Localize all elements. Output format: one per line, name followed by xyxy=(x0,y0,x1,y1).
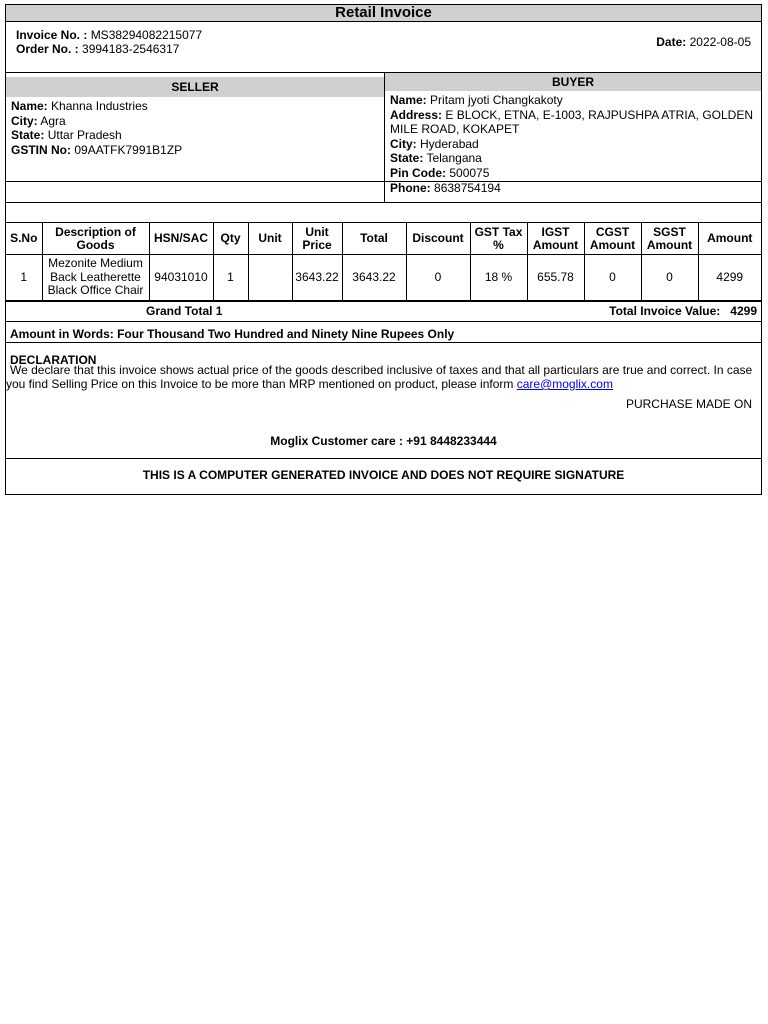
cell-discount: 0 xyxy=(406,255,470,301)
cell-sgst: 0 xyxy=(641,255,698,301)
seller-gstin: 09AATFK7991B1ZP xyxy=(74,142,183,157)
invoice-header xyxy=(6,22,761,73)
amount-in-words: Amount in Words: Four Thousand Two Hundred and Ninety Nine Rupees Only xyxy=(6,322,761,343)
seller-state-line xyxy=(11,128,379,143)
seller-name-line xyxy=(11,99,379,114)
invoice-number-line xyxy=(16,28,202,42)
buyer-pin-label: Pin Code: xyxy=(390,165,446,180)
buyer-heading: BUYER xyxy=(385,73,761,91)
purchase-made-on: PURCHASE MADE ON xyxy=(625,397,752,411)
buyer-state: Telangana xyxy=(426,151,482,166)
seller-state: Uttar Pradesh xyxy=(47,128,122,143)
footer-note: THIS IS A COMPUTER GENERATED INVOICE AND DOES NOT REQUIRE SIGNATURE xyxy=(142,468,625,482)
seller-city-label: City: xyxy=(11,113,38,128)
invoice-ids xyxy=(16,28,202,56)
col-sgst: SGST Amount xyxy=(641,223,698,255)
customer-care: Moglix Customer care : +91 8448233444 xyxy=(270,434,497,448)
buyer-address: E BLOCK, ETNA, E-1003, RAJPUSHPA ATRIA, GOLDEN MILE ROAD, KOKAPET xyxy=(390,107,754,137)
cell-qty: 1 xyxy=(213,255,248,301)
col-gst: GST Tax % xyxy=(470,223,527,255)
col-hsn: HSN/SAC xyxy=(149,223,213,255)
cell-unit-price: 3643.22 xyxy=(292,255,342,301)
seller-heading: SELLER xyxy=(6,77,384,97)
date-label: Date: xyxy=(656,35,687,49)
col-amount: Amount xyxy=(698,223,761,255)
date-value: 2022-08-05 xyxy=(689,35,751,49)
seller-name-label: Name: xyxy=(11,99,48,113)
col-cgst: CGST Amount xyxy=(584,223,641,255)
declaration-heading: DECLARATION xyxy=(10,353,97,367)
invoice-number: MS38294082215077 xyxy=(90,28,203,42)
col-qty: Qty xyxy=(213,223,248,255)
invoice-value xyxy=(609,302,757,321)
invoice-value-amount: 4299 xyxy=(730,304,757,318)
buyer-pin: 500075 xyxy=(449,165,490,180)
invoice-title: Retail Invoice xyxy=(6,5,761,22)
seller-panel xyxy=(6,73,385,202)
declaration-section xyxy=(6,343,761,459)
seller-state-label: State: xyxy=(11,128,45,143)
seller-gstin-label: GSTIN No: xyxy=(11,142,71,157)
seller-name: Khanna Industries xyxy=(51,99,148,113)
spacer-row xyxy=(6,203,761,223)
invoice-number-label: Invoice No. : xyxy=(16,28,88,42)
invoice-date xyxy=(656,35,751,49)
invoice xyxy=(5,4,762,495)
declaration-text-block xyxy=(6,363,753,391)
cell-amount: 4299 xyxy=(698,255,761,301)
buyer-name-line xyxy=(390,93,756,108)
seller-city: Agra xyxy=(40,113,66,128)
order-number-line xyxy=(16,42,202,56)
buyer-panel xyxy=(385,73,761,202)
items-header-row xyxy=(6,223,761,255)
col-discount: Discount xyxy=(406,223,470,255)
invoice-value-label: Total Invoice Value: xyxy=(609,304,721,318)
col-unit-price: Unit Price xyxy=(292,223,342,255)
col-sno: S.No xyxy=(6,223,42,255)
buyer-address-label: Address: xyxy=(390,107,443,122)
buyer-city: Hyderabad xyxy=(420,136,479,151)
buyer-state-line xyxy=(390,151,756,166)
seller-gstin-line xyxy=(11,143,379,158)
table-row xyxy=(6,255,761,301)
cell-sno: 1 xyxy=(6,255,42,301)
buyer-phone: 8638754194 xyxy=(434,180,501,195)
buyer-city-label: City: xyxy=(390,136,417,151)
buyer-empty-row xyxy=(385,181,761,202)
buyer-details xyxy=(385,91,761,195)
support-email-link[interactable]: care@moglix.com xyxy=(516,377,613,391)
buyer-name: Pritam jyoti Changkakoty xyxy=(430,93,563,107)
cell-total: 3643.22 xyxy=(342,255,406,301)
buyer-address-line xyxy=(390,108,756,137)
cell-igst: 655.78 xyxy=(527,255,584,301)
seller-details xyxy=(6,97,384,157)
order-number: 3994183-2546317 xyxy=(82,42,180,56)
buyer-city-line xyxy=(390,137,756,152)
seller-city-line xyxy=(11,114,379,129)
grand-total-row xyxy=(6,301,761,322)
cell-unit xyxy=(248,255,292,301)
cell-gst: 18 % xyxy=(470,255,527,301)
cell-description: Mezonite Medium Back Leatherette Black Office Chair xyxy=(42,255,149,301)
parties-section xyxy=(6,73,761,203)
items-table xyxy=(6,223,761,301)
cell-hsn: 94031010 xyxy=(149,255,213,301)
buyer-state-label: State: xyxy=(390,151,424,166)
col-total: Total xyxy=(342,223,406,255)
seller-empty-row xyxy=(6,181,384,202)
col-description: Description of Goods xyxy=(42,223,149,255)
col-unit: Unit xyxy=(248,223,292,255)
declaration-text: We declare that this invoice shows actual price of the goods described inclusive of taxes and that all particulars are true and correct. In case you find Selling Price on this Invoice to be more than MRP mentioned on product, please inform xyxy=(6,363,753,391)
grand-total-label: Grand Total 1 xyxy=(146,304,223,318)
cell-cgst: 0 xyxy=(584,255,641,301)
buyer-pin-line xyxy=(390,166,756,181)
buyer-phone-label: Phone: xyxy=(390,180,431,195)
buyer-name-label: Name: xyxy=(390,93,427,107)
order-number-label: Order No. : xyxy=(16,42,79,56)
col-igst: IGST Amount xyxy=(527,223,584,255)
